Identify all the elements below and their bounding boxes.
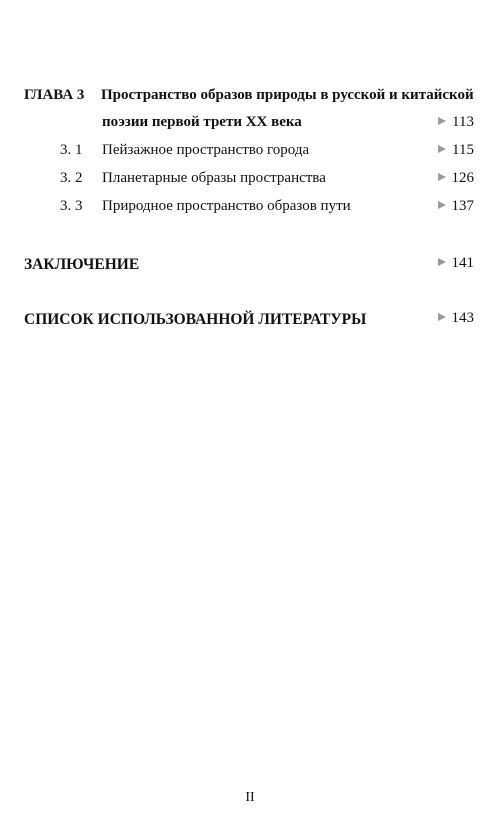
chapter-title-line1: Пространство образов природы в русской и китайской	[101, 87, 474, 103]
bibliography-page-ref	[438, 311, 475, 326]
triangle-right-icon	[438, 201, 446, 209]
bibliography-title: СПИСОК ИСПОЛЬЗОВАННОЙ ЛИТЕРАТУРЫ	[24, 311, 367, 328]
chapter-page-number: 113	[452, 114, 474, 130]
bibliography-page-number: 143	[451, 310, 474, 326]
chapter-label: ГЛАВА 3	[24, 87, 85, 103]
section-page-ref	[438, 143, 474, 158]
section-number: 3. 2	[60, 170, 83, 186]
section-number: 3. 1	[60, 142, 83, 158]
section-page-ref	[438, 199, 475, 214]
triangle-right-icon	[438, 145, 446, 153]
section-page-number: 115	[452, 142, 474, 158]
conclusion-title: ЗАКЛЮЧЕНИЕ	[24, 256, 140, 273]
triangle-right-icon	[438, 173, 446, 181]
section-page-number: 126	[451, 170, 474, 186]
chapter-title-line2: поэзии первой трети XX века	[102, 114, 302, 130]
section-page-number: 137	[451, 198, 474, 214]
conclusion-page-number: 141	[451, 255, 474, 271]
section-title: Пейзажное пространство города	[102, 142, 310, 158]
chapter-page-ref	[438, 115, 474, 130]
triangle-right-icon	[438, 117, 446, 125]
triangle-right-icon	[438, 258, 446, 266]
section-number: 3. 3	[60, 198, 83, 214]
section-page-ref	[438, 171, 475, 186]
triangle-right-icon	[438, 313, 446, 321]
section-title: Планетарные образы пространства	[102, 170, 326, 186]
section-title: Природное пространство образов пути	[102, 198, 351, 214]
conclusion-page-ref	[438, 256, 475, 271]
page-number: II	[245, 790, 255, 805]
